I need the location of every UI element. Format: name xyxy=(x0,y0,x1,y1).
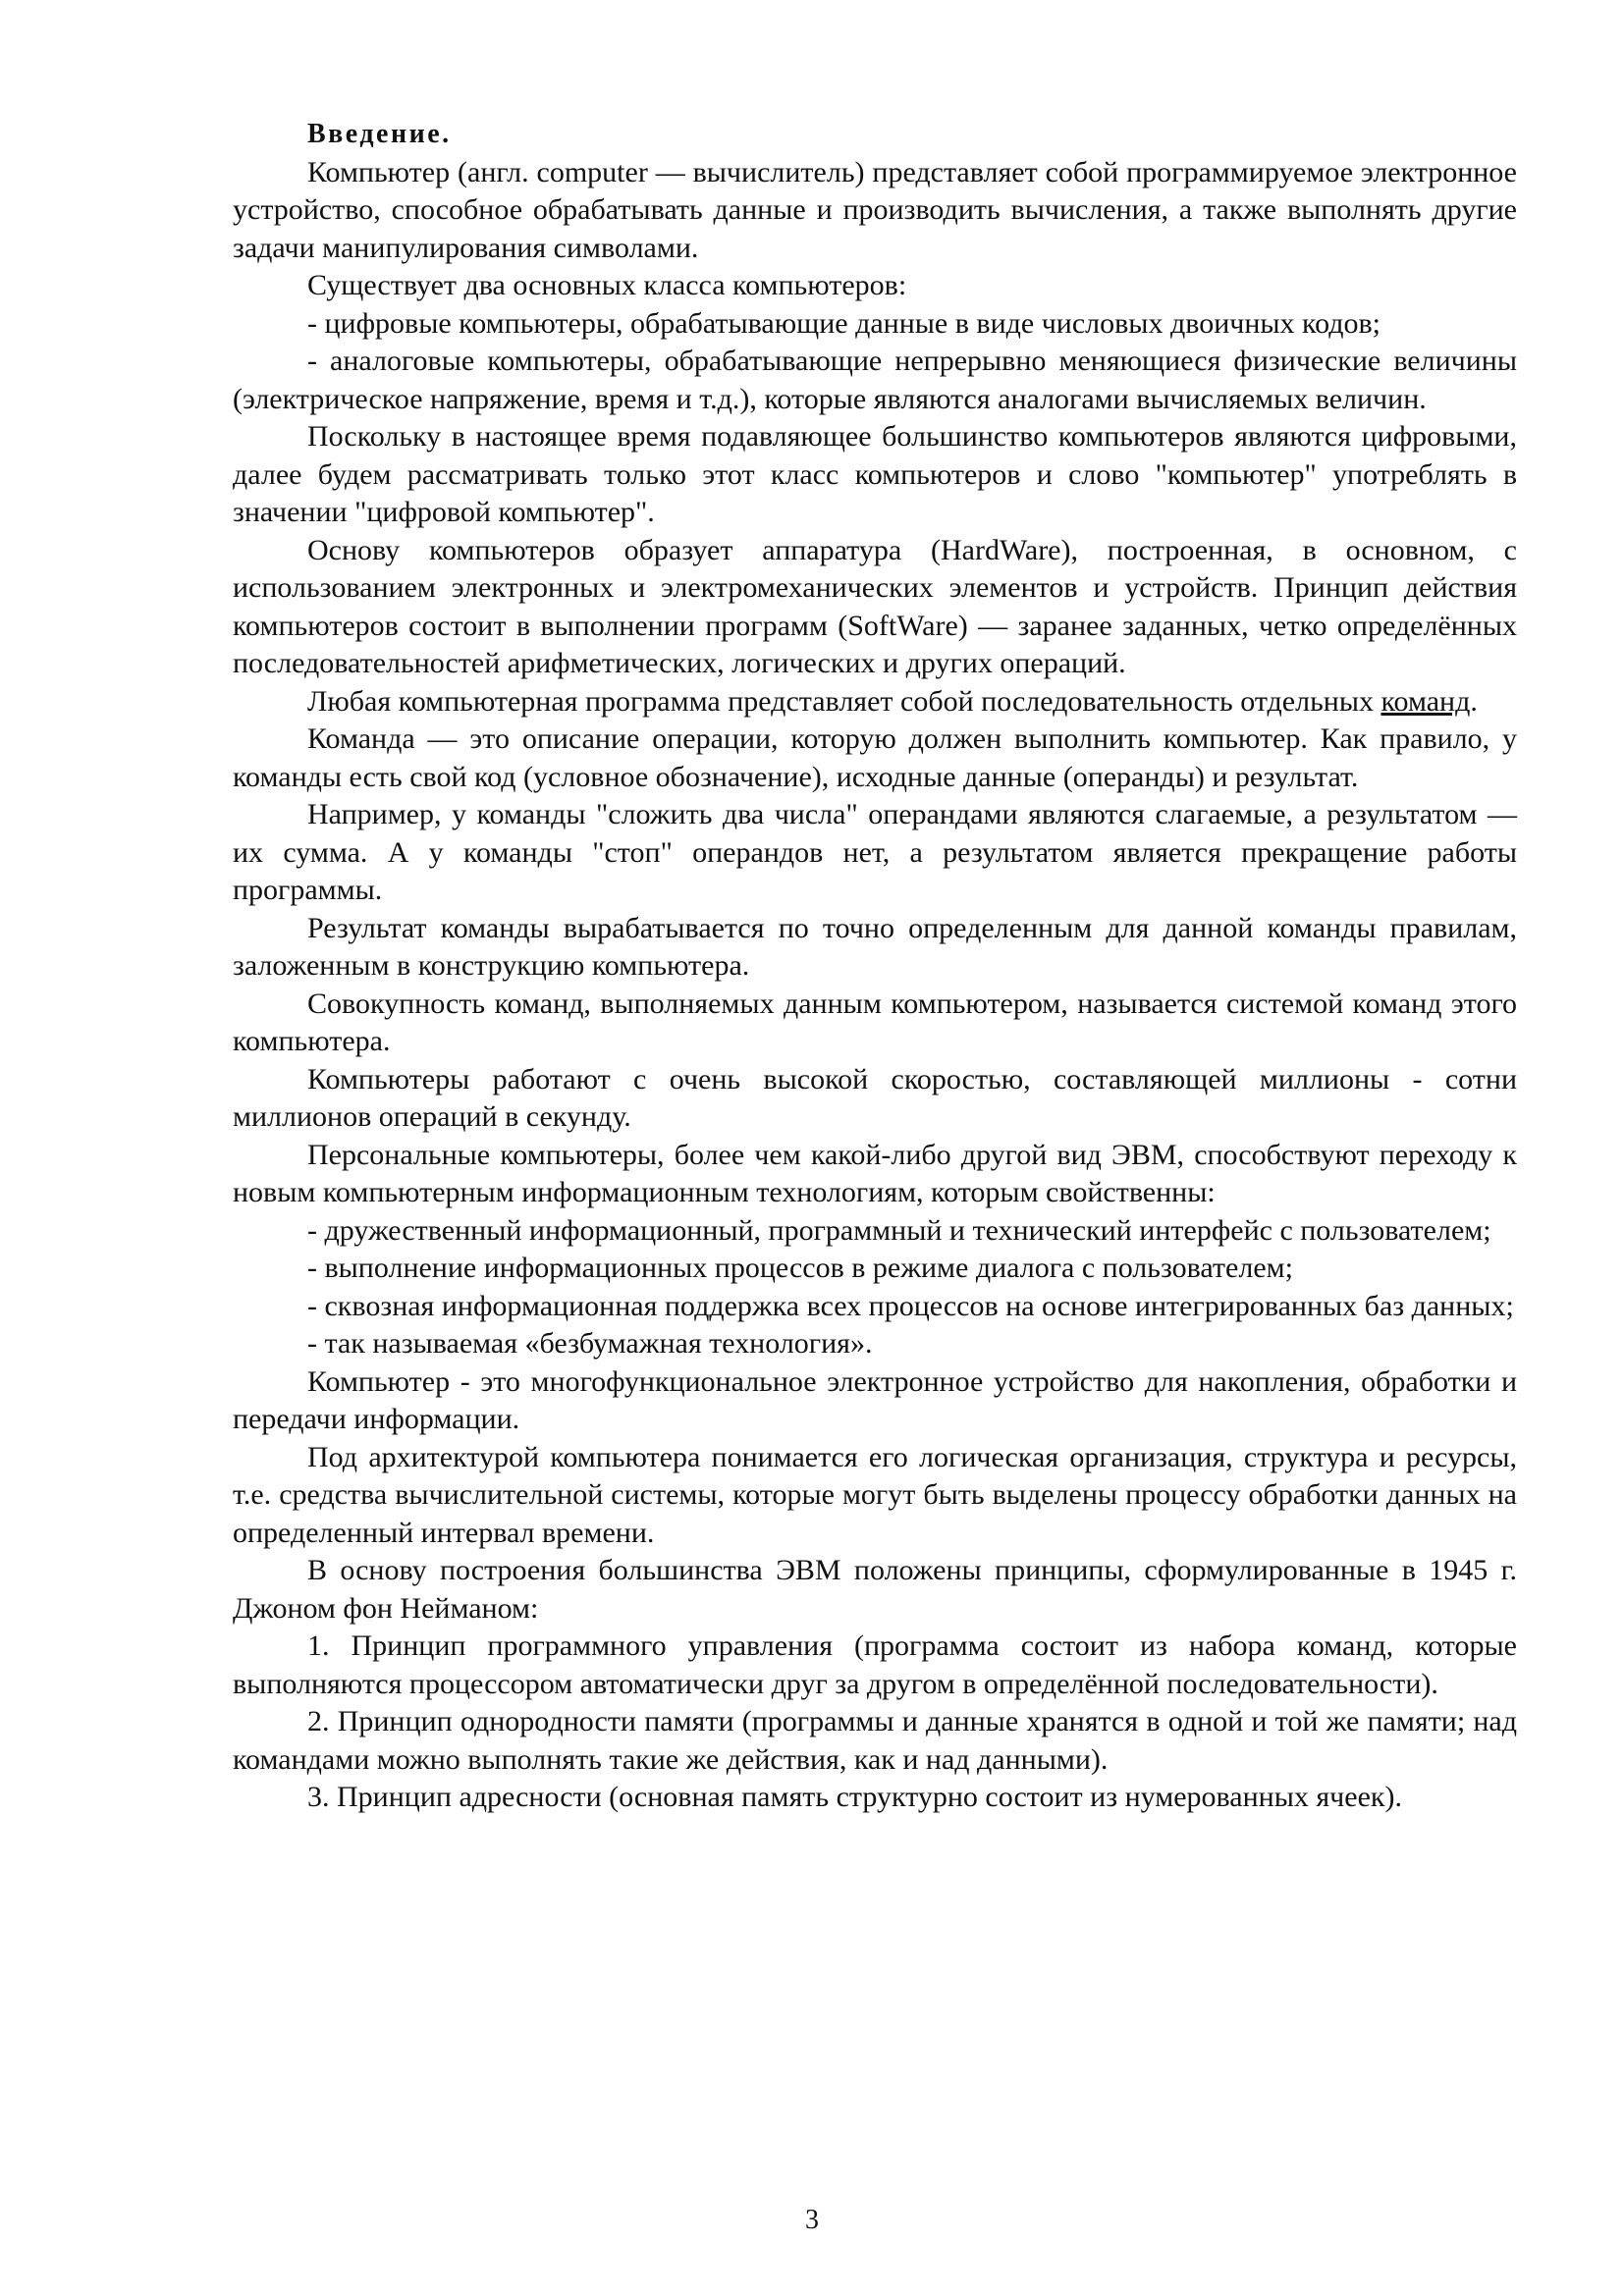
paragraph-hardware-software: Основу компьютеров образует аппаратура (HardWare), построенная, в основном, с использованием электронных и электромеханических элементов и устройств. Принцип действия компьютеров состоит в выполнении программ (SoftWare) — заранее заданных, четко определённых последовательностей арифметических, логических и других операций. xyxy=(233,533,1517,679)
paragraph-example: Например, у команды "сложить два числа" операндами являются слагаемые, а результатом — их сумма. А у команды "стоп" операндов нет, а результатом является прекращение работы программы. xyxy=(233,798,1517,906)
underlined-term: команд xyxy=(1380,684,1471,718)
paragraph-program-end: . xyxy=(1470,684,1478,718)
principle-2: 2. Принцип однородности памяти (программы и данные хранятся в одной и той же памяти; над командами можно выполнять такие же действия, как и над данными). xyxy=(233,1705,1517,1776)
paragraph-classes: Существует два основных класса компьютеров: xyxy=(307,269,907,301)
page-number: 3 xyxy=(805,2205,819,2235)
principle-1: 1. Принцип программного управления (программа состоит из набора команд, которые выполняются процессором автоматически друг за другом в определённой последовательности). xyxy=(233,1629,1517,1700)
list-item-paperless: - так называемая «безбумажная технология». xyxy=(307,1327,873,1360)
paragraph-result: Результат команды вырабатывается по точно определенным для данной команды правилам, заложенным в конструкцию компьютера. xyxy=(233,911,1517,982)
list-item-interface: - дружественный информационный, программный и технический интерфейс с пользователем; xyxy=(307,1213,1491,1247)
principle-3: 3. Принцип адресности (основная память структурно состоит из нумерованных ячеек). xyxy=(307,1781,1402,1813)
paragraph-command-set: Совокупность команд, выполняемых данным компьютером, называется системой команд этого компьютера. xyxy=(233,987,1517,1057)
list-item-analog: - аналоговые компьютеры, обрабатывающие непрерывно меняющиеся физические величины (электрическое напряжение, время и т.д.), которые являются аналогами вычисляемых величин. xyxy=(233,345,1517,415)
paragraph-command: Команда — это описание операции, которую должен выполнить компьютер. Как правило, у команды есть свой код (условное обозначение), исходные данные (операнды) и результат. xyxy=(233,722,1517,793)
list-item-databases: - сквозная информационная поддержка всех процессов на основе интегрированных баз данных; xyxy=(307,1289,1514,1322)
paragraph-speed: Компьютеры работают с очень высокой скоростью, составляющей миллионы - сотни миллионов операций в секунду. xyxy=(233,1062,1517,1133)
section-heading: Введение. xyxy=(307,119,452,149)
paragraph-intro: Компьютер (англ. computer — вычислитель) представляет собой программируемое электронное устройство, способное обрабатывать данные и производить вычисления, а также выполнять другие задачи манипулирования символами. xyxy=(233,155,1517,264)
paragraph-von-neumann: В основу построения большинства ЭВМ положены принципы, сформулированные в 1945 г. Джоном фон Нейманом: xyxy=(233,1554,1517,1625)
paragraph-definition: Компьютер - это многофункциональное электронное устройство для накопления, обработки и передачи информации. xyxy=(233,1364,1517,1435)
page-content xyxy=(233,116,1517,1817)
paragraph-program-text: Любая компьютерная программа представляет собой последовательность отдельных xyxy=(307,684,1381,718)
paragraph-architecture: Под архитектурой компьютера понимается его логическая организация, структура и ресурсы, т.е. средства вычислительной системы, которые могут быть выделены процессу обработки данных на определенный интервал времени. xyxy=(233,1440,1517,1549)
list-item-dialog: - выполнение информационных процессов в режиме диалога с пользователем; xyxy=(307,1252,1293,1284)
paragraph-program xyxy=(233,683,1517,721)
paragraph-personal-computers: Персональные компьютеры, более чем какой-либо другой вид ЭВМ, способствуют переходу к новым компьютерным информационным технологиям, которым свойственны: xyxy=(233,1138,1517,1208)
list-item-digital: - цифровые компьютеры, обрабатывающие данные в виде числовых двоичных кодов; xyxy=(307,306,1380,340)
paragraph-digital-majority: Поскольку в настоящее время подавляющее большинство компьютеров являются цифровыми, далее будем рассматривать только этот класс компьютеров и слово "компьютер" употреблять в значении "цифровой компьютер". xyxy=(233,420,1517,528)
